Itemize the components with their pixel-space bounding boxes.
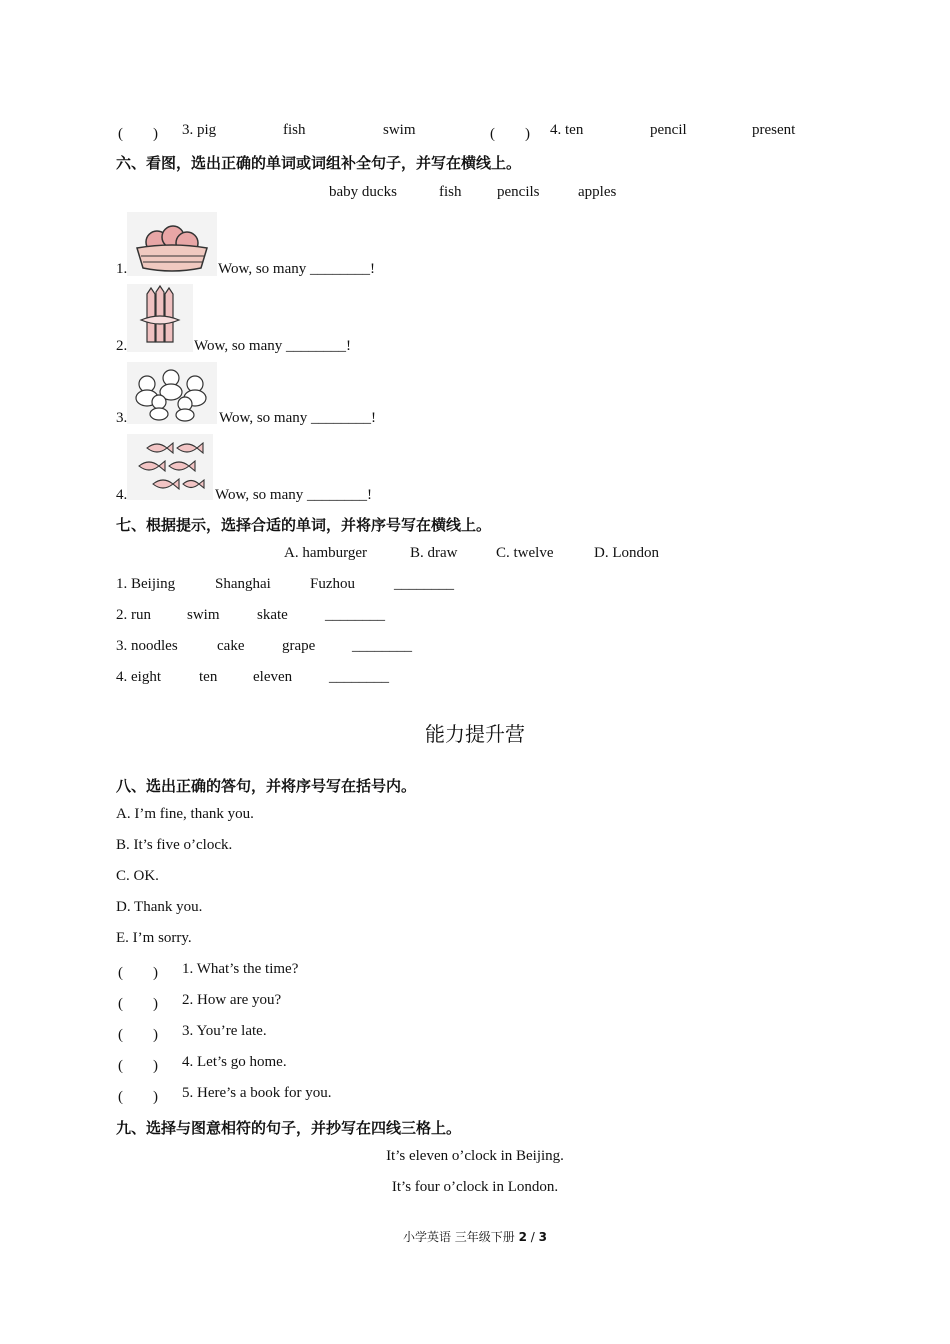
s7-item3-blank[interactable]: ________ — [352, 638, 412, 654]
s7-item2-blank[interactable]: ________ — [325, 607, 385, 623]
s8-q4-paren[interactable]: ( ) — [118, 1058, 158, 1074]
s7-item1-w3: Fuzhou — [310, 576, 355, 592]
baby-ducks-image — [127, 362, 217, 424]
s8-q5-text: 5. Here’s a book for you. — [182, 1085, 332, 1101]
s7-item2-w3: skate — [257, 607, 288, 623]
s7-item1-w1: 1. Beijing — [116, 576, 176, 592]
s6-heading: 六、看图，选出正确的单词或词组补全句子，并写在横线上。 — [116, 154, 522, 172]
s8-q3-paren[interactable]: ( ) — [118, 1027, 158, 1043]
s8-answer-a: A. I’m fine, thank you. — [116, 806, 254, 822]
s7-option-b: B. draw — [410, 545, 458, 561]
footer-text: 小学英语 三年级下册 — [402, 1230, 515, 1244]
s7-item1-blank[interactable]: ________ — [394, 576, 454, 592]
footer-total: 3 — [538, 1230, 548, 1244]
q4-word-present: present — [752, 122, 796, 138]
page-footer — [0, 1228, 950, 1245]
fish-image — [127, 434, 213, 500]
s7-item4-w3: eleven — [253, 669, 293, 685]
q3-label: 3. pig — [182, 122, 217, 138]
s6-item4-sentence: Wow, so many ________! — [215, 487, 372, 503]
s7-option-c: C. twelve — [496, 545, 554, 561]
s7-heading: 七、根据提示，选择合适的单词，并将序号写在横线上。 — [116, 516, 492, 534]
q3-word-swim: swim — [383, 122, 416, 138]
q3-word-fish: fish — [283, 122, 306, 138]
s8-heading: 八、选出正确的答句，并将序号写在括号内。 — [116, 777, 417, 795]
q4-word-pencil: pencil — [650, 122, 687, 138]
q4-label: 4. ten — [550, 122, 584, 138]
s8-q1-paren[interactable]: ( ) — [118, 965, 158, 981]
q3-paren[interactable]: ( ) — [118, 126, 158, 142]
s8-answer-c: C. OK. — [116, 868, 159, 884]
s8-q1-text: 1. What’s the time? — [182, 961, 299, 977]
s9-heading: 九、选择与图意相符的句子，并抄写在四线三格上。 — [116, 1119, 462, 1137]
q4-paren[interactable]: ( ) — [490, 126, 530, 142]
s6-item4-num: 4. — [116, 487, 128, 503]
s6-item1-sentence: Wow, so many ________! — [218, 261, 375, 277]
s7-item3-w2: cake — [217, 638, 245, 654]
s8-q3-text: 3. You’re late. — [182, 1023, 267, 1039]
s8-answer-e: E. I’m sorry. — [116, 930, 192, 946]
s6-item3-num: 3. — [116, 410, 128, 426]
s7-item3-w1: 3. noodles — [116, 638, 178, 654]
s8-q5-paren[interactable]: ( ) — [118, 1089, 158, 1105]
s9-sentence-2: It’s four o’clock in London. — [391, 1179, 559, 1195]
s7-item2-w2: swim — [187, 607, 220, 623]
footer-sep: / — [530, 1230, 535, 1244]
s8-q4-text: 4. Let’s go home. — [182, 1054, 287, 1070]
pencils-image — [127, 284, 193, 352]
s9-sentence-1: It’s eleven o’clock in Beijing. — [386, 1148, 564, 1164]
footer-page: 2 — [518, 1230, 527, 1244]
s8-q2-paren[interactable]: ( ) — [118, 996, 158, 1012]
s6-item1-num: 1. — [116, 261, 128, 277]
s8-answer-d: D. Thank you. — [116, 899, 203, 915]
wordbank-baby-ducks: baby ducks — [329, 184, 397, 200]
s6-item2-num: 2. — [116, 338, 128, 354]
section-title: 能力提升营 — [425, 722, 525, 746]
s7-option-a: A. hamburger — [284, 545, 368, 561]
s6-item2-sentence: Wow, so many ________! — [194, 338, 351, 354]
apples-basket-image — [127, 212, 217, 276]
s7-item4-w2: ten — [199, 669, 218, 685]
s7-item3-w3: grape — [282, 638, 316, 654]
wordbank-fish: fish — [439, 184, 462, 200]
wordbank-apples: apples — [578, 184, 617, 200]
s7-item4-w1: 4. eight — [116, 669, 161, 685]
s8-answer-b: B. It’s five o’clock. — [116, 837, 233, 853]
wordbank-pencils: pencils — [497, 184, 540, 200]
s6-item3-sentence: Wow, so many ________! — [219, 410, 376, 426]
s7-item4-blank[interactable]: ________ — [329, 669, 389, 685]
s7-option-d: D. London — [594, 545, 659, 561]
s8-q2-text: 2. How are you? — [182, 992, 282, 1008]
s7-item1-w2: Shanghai — [215, 576, 271, 592]
s7-item2-w1: 2. run — [116, 607, 151, 623]
